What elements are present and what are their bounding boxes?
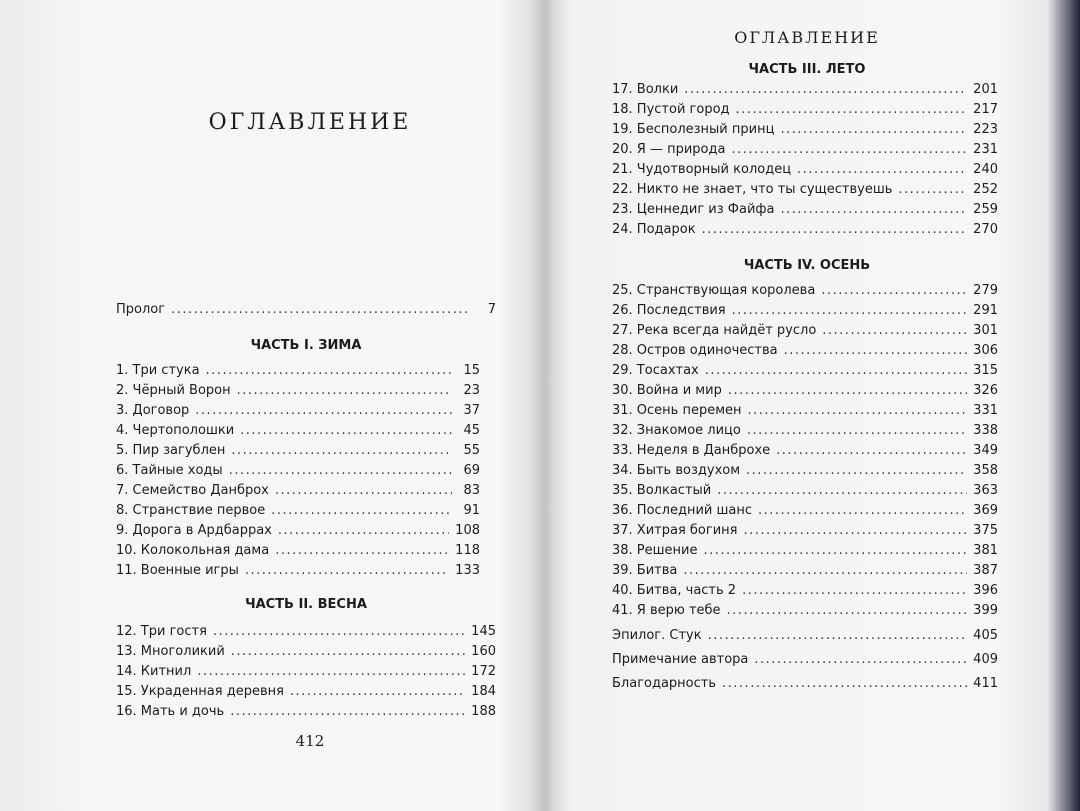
entry-page: 15 bbox=[463, 363, 480, 378]
entry-page: 363 bbox=[973, 483, 998, 498]
entry-title: 4. Чертополошки bbox=[116, 423, 235, 438]
leader-dots bbox=[703, 541, 967, 561]
entry-title: 29. Тосахтах bbox=[612, 363, 699, 378]
leader-dots bbox=[702, 220, 968, 240]
toc-entry[interactable] bbox=[612, 381, 998, 401]
toc-entry[interactable] bbox=[612, 541, 998, 561]
leader-dots bbox=[197, 662, 465, 682]
entry-title: Эпилог. Стук bbox=[612, 628, 702, 643]
toc-entry[interactable] bbox=[116, 381, 480, 401]
toc-entry[interactable] bbox=[612, 601, 998, 621]
entry-page: 259 bbox=[973, 202, 998, 217]
entry-title: 34. Быть воздухом bbox=[612, 463, 741, 478]
toc-entry[interactable] bbox=[612, 80, 998, 100]
entry-title: 6. Тайные ходы bbox=[116, 463, 223, 478]
entry-page: 338 bbox=[973, 423, 998, 438]
toc-entry[interactable] bbox=[612, 200, 998, 220]
entry-title: 22. Никто не знает, что ты существуешь bbox=[612, 182, 893, 197]
entry-title: 26. Последствия bbox=[612, 303, 726, 318]
toc-entry[interactable] bbox=[612, 140, 998, 160]
entry-page: 160 bbox=[471, 644, 496, 659]
toc-entry[interactable] bbox=[612, 481, 998, 501]
toc-entry[interactable] bbox=[116, 481, 480, 501]
entry-title: 18. Пустой город bbox=[612, 102, 730, 117]
toc-entry[interactable] bbox=[116, 521, 480, 541]
entry-title: 23. Ценнедиг из Файфа bbox=[612, 202, 775, 217]
entry-page: 223 bbox=[973, 122, 998, 137]
back-matter-entries bbox=[612, 626, 998, 698]
entry-page: 301 bbox=[973, 323, 998, 338]
leader-dots bbox=[708, 626, 968, 646]
toc-entry[interactable] bbox=[612, 180, 998, 200]
leader-dots bbox=[275, 481, 452, 501]
leader-dots bbox=[231, 642, 465, 662]
leader-dots bbox=[736, 100, 968, 120]
entry-title: 28. Остров одиночества bbox=[612, 343, 778, 358]
toc-entry[interactable] bbox=[116, 622, 496, 642]
toc-entry[interactable] bbox=[116, 441, 480, 461]
entry-title: 38. Решение bbox=[612, 543, 698, 558]
entry-page: 83 bbox=[463, 483, 480, 498]
entry-page: 375 bbox=[973, 523, 998, 538]
toc-entry[interactable] bbox=[116, 682, 496, 702]
entry-title: 12. Три гостя bbox=[116, 624, 207, 639]
entry-title: 31. Осень перемен bbox=[612, 403, 742, 418]
entry-page: 358 bbox=[973, 463, 998, 478]
entry-page: 231 bbox=[973, 142, 998, 157]
leader-dots bbox=[229, 461, 452, 481]
entry-page: 217 bbox=[973, 102, 998, 117]
leader-dots bbox=[822, 321, 967, 341]
prologue-block bbox=[116, 300, 496, 320]
entry-page: 369 bbox=[973, 503, 998, 518]
entry-title: 13. Многоликий bbox=[116, 644, 225, 659]
leader-dots bbox=[754, 650, 967, 670]
leader-dots bbox=[898, 180, 967, 200]
entry-page: 279 bbox=[973, 283, 998, 298]
toc-entry[interactable] bbox=[116, 401, 480, 421]
entry-title: 41. Я верю тебе bbox=[612, 603, 721, 618]
toc-entry[interactable] bbox=[612, 441, 998, 461]
entry-title: 2. Чёрный Ворон bbox=[116, 383, 231, 398]
toc-entry[interactable] bbox=[612, 521, 998, 541]
entry-title: Примечание автора bbox=[612, 652, 749, 667]
part-4-entries bbox=[612, 281, 998, 621]
leader-dots bbox=[747, 421, 967, 441]
toc-entry[interactable] bbox=[612, 321, 998, 341]
toc-entry-prologue[interactable] bbox=[116, 300, 496, 320]
toc-entry[interactable] bbox=[612, 120, 998, 140]
entry-title: 8. Странствие первое bbox=[116, 503, 266, 518]
entry-title: 16. Мать и дочь bbox=[116, 704, 225, 719]
right-page bbox=[556, 0, 1026, 811]
entry-page: 252 bbox=[973, 182, 998, 197]
entry-page: 381 bbox=[973, 543, 998, 558]
toc-entry[interactable] bbox=[612, 461, 998, 481]
entry-title: 5. Пир загублен bbox=[116, 443, 226, 458]
leader-dots bbox=[784, 341, 968, 361]
entry-page: 91 bbox=[463, 503, 480, 518]
part-heading: ЧАСТЬ II. ВЕСНА bbox=[245, 597, 367, 612]
page-number: 412 bbox=[295, 732, 325, 750]
entry-page: 133 bbox=[455, 563, 480, 578]
toc-entry[interactable] bbox=[116, 361, 480, 381]
entry-page: 306 bbox=[973, 343, 998, 358]
entry-page: 69 bbox=[463, 463, 480, 478]
entry-title: 40. Битва, часть 2 bbox=[612, 583, 737, 598]
leader-dots bbox=[195, 401, 452, 421]
part-heading: ЧАСТЬ I. ЗИМА bbox=[250, 338, 362, 353]
entry-page: 23 bbox=[463, 383, 480, 398]
entry-title: 36. Последний шанс bbox=[612, 503, 753, 518]
toc-entry[interactable] bbox=[612, 220, 998, 240]
leader-dots bbox=[278, 521, 449, 541]
entry-page: 409 bbox=[973, 652, 998, 667]
leader-dots bbox=[206, 361, 452, 381]
part-heading: ЧАСТЬ III. ЛЕТО bbox=[748, 62, 866, 77]
entry-title: 20. Я — природа bbox=[612, 142, 726, 157]
entry-title: 15. Украденная деревня bbox=[116, 684, 284, 699]
part-3-entries bbox=[612, 80, 998, 240]
leader-dots bbox=[746, 461, 967, 481]
entry-title: 39. Битва bbox=[612, 563, 678, 578]
entry-page: 240 bbox=[973, 162, 998, 177]
leader-dots bbox=[705, 361, 967, 381]
entry-title: 37. Хитрая богиня bbox=[612, 523, 738, 538]
toc-entry[interactable] bbox=[612, 100, 998, 120]
leader-dots bbox=[727, 601, 968, 621]
entry-title: 7. Семейство Данброх bbox=[116, 483, 269, 498]
entry-title: 10. Колокольная дама bbox=[116, 543, 270, 558]
leader-dots bbox=[748, 401, 968, 421]
entry-page: 184 bbox=[471, 684, 496, 699]
entry-page: 7 bbox=[487, 302, 496, 317]
entry-title: 9. Дорога в Ардбаррах bbox=[116, 523, 272, 538]
entry-page: 291 bbox=[973, 303, 998, 318]
leader-dots bbox=[758, 501, 967, 521]
toc-entry[interactable] bbox=[612, 674, 998, 698]
toc-entry[interactable] bbox=[612, 421, 998, 441]
entry-title: 21. Чудотворный колодец bbox=[612, 162, 792, 177]
toc-entry[interactable] bbox=[116, 421, 480, 441]
entry-title: 32. Знакомое лицо bbox=[612, 423, 741, 438]
toc-entry[interactable] bbox=[116, 561, 480, 581]
leader-dots bbox=[271, 501, 452, 521]
leader-dots bbox=[732, 301, 968, 321]
toc-entry[interactable] bbox=[612, 401, 998, 421]
entry-page: 188 bbox=[471, 704, 496, 719]
toc-entry[interactable] bbox=[116, 501, 480, 521]
entry-title: 19. Бесполезный принц bbox=[612, 122, 775, 137]
toc-entry[interactable] bbox=[612, 501, 998, 521]
entry-title: 35. Волкастый bbox=[612, 483, 712, 498]
entry-page: 201 bbox=[973, 82, 998, 97]
entry-title: 1. Три стука bbox=[116, 363, 200, 378]
toc-entry[interactable] bbox=[612, 561, 998, 581]
entry-page: 396 bbox=[973, 583, 998, 598]
entry-page: 315 bbox=[973, 363, 998, 378]
entry-title: 11. Военные игры bbox=[116, 563, 239, 578]
leader-dots bbox=[213, 622, 465, 642]
toc-entry[interactable] bbox=[612, 341, 998, 361]
toc-entry[interactable] bbox=[116, 642, 496, 662]
entry-page: 172 bbox=[471, 664, 496, 679]
toc-entry[interactable] bbox=[116, 662, 496, 682]
entry-title: 25. Странствующая королева bbox=[612, 283, 816, 298]
entry-page: 270 bbox=[973, 222, 998, 237]
entry-page: 349 bbox=[973, 443, 998, 458]
toc-entry[interactable] bbox=[612, 281, 998, 301]
entry-page: 387 bbox=[973, 563, 998, 578]
toc-entry[interactable] bbox=[116, 541, 480, 561]
leader-dots bbox=[780, 200, 967, 220]
leader-dots bbox=[780, 120, 967, 140]
toc-entry[interactable] bbox=[612, 301, 998, 321]
entry-title: 3. Договор bbox=[116, 403, 190, 418]
entry-title: Благодарность bbox=[612, 676, 717, 691]
entry-page: 411 bbox=[973, 676, 998, 691]
entry-page: 331 bbox=[973, 403, 998, 418]
leader-dots bbox=[171, 300, 468, 320]
entry-title: 27. Река всегда найдёт русло bbox=[612, 323, 817, 338]
entry-title: 30. Война и мир bbox=[612, 383, 722, 398]
leader-dots bbox=[722, 674, 967, 694]
part-2-entries bbox=[116, 622, 496, 722]
leader-dots bbox=[731, 140, 967, 160]
leader-dots bbox=[776, 441, 967, 461]
toc-entry[interactable] bbox=[116, 702, 496, 722]
leader-dots bbox=[717, 481, 967, 501]
toc-entry[interactable] bbox=[612, 650, 998, 674]
entry-page: 55 bbox=[463, 443, 480, 458]
entry-page: 45 bbox=[463, 423, 480, 438]
entry-page: 399 bbox=[973, 603, 998, 618]
entry-title: 24. Подарок bbox=[612, 222, 696, 237]
leader-dots bbox=[230, 702, 465, 722]
toc-entry[interactable] bbox=[612, 626, 998, 650]
entry-page: 405 bbox=[973, 628, 998, 643]
leader-dots bbox=[728, 381, 967, 401]
leader-dots bbox=[290, 682, 465, 702]
leader-dots bbox=[684, 80, 967, 100]
leader-dots bbox=[237, 381, 452, 401]
leader-dots bbox=[231, 441, 452, 461]
leader-dots bbox=[742, 581, 967, 601]
entry-title: 17. Волки bbox=[612, 82, 679, 97]
part-1-entries bbox=[116, 361, 480, 581]
entry-page: 37 bbox=[463, 403, 480, 418]
leader-dots bbox=[240, 421, 452, 441]
running-head: ОГЛАВЛЕНИЕ bbox=[734, 28, 880, 47]
entry-page: 108 bbox=[455, 523, 480, 538]
leader-dots bbox=[821, 281, 967, 301]
leader-dots bbox=[245, 561, 449, 581]
entry-title: Пролог bbox=[116, 302, 166, 317]
toc-entry[interactable] bbox=[612, 160, 998, 180]
entry-page: 118 bbox=[455, 543, 480, 558]
leader-dots bbox=[683, 561, 967, 581]
entry-title: 14. Китнил bbox=[116, 664, 192, 679]
toc-entry[interactable] bbox=[116, 461, 480, 481]
part-heading: ЧАСТЬ IV. ОСЕНЬ bbox=[743, 258, 871, 273]
entry-page: 326 bbox=[973, 383, 998, 398]
leader-dots bbox=[797, 160, 967, 180]
toc-entry[interactable] bbox=[612, 361, 998, 381]
entry-title: 33. Неделя в Данброхе bbox=[612, 443, 771, 458]
page-title: ОГЛАВЛЕНИЕ bbox=[208, 110, 412, 135]
leader-dots bbox=[275, 541, 449, 561]
leader-dots bbox=[743, 521, 967, 541]
toc-entry[interactable] bbox=[612, 581, 998, 601]
entry-page: 145 bbox=[471, 624, 496, 639]
